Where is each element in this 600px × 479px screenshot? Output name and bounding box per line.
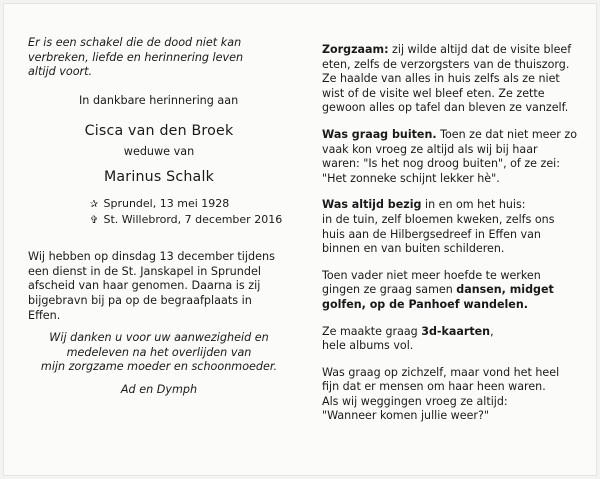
star-icon: ✰ — [89, 198, 99, 210]
memorial-card — [3, 3, 597, 476]
bold-dancing: dansen, midget — [456, 283, 554, 297]
thanks-line: medeleven na het overlijden van — [66, 345, 252, 359]
birth-text: Sprundel, 13 mei 1928 — [103, 196, 230, 210]
line — [322, 198, 526, 211]
line: waren: "Is het nog droog buiten", of ze zei: — [322, 157, 560, 171]
poem — [28, 36, 290, 80]
line — [322, 128, 577, 141]
funeral-line: afscheid van haar genomen. Daarna is zij — [28, 279, 261, 293]
line — [322, 283, 554, 296]
thanks-line: mijn zorgzame moeder en schoonmoeder. — [40, 360, 278, 374]
signature: Ad en Dymph — [120, 382, 198, 396]
heading-busy: Was altijd bezig — [322, 198, 422, 212]
line: eten, zelfs de verzorgsters van de thuiszorg. — [322, 57, 570, 71]
deceased-name: Cisca van den Broek — [84, 123, 234, 140]
bold-cards: 3d-kaarten — [421, 324, 491, 338]
line: wist of de visite wel bleef eten. Ze zette — [322, 86, 545, 100]
line: binnen en van buiten schilderen. — [322, 242, 505, 256]
birth-line — [88, 197, 290, 213]
line: hele albums vol. — [322, 339, 414, 353]
line: in de tuin, zelf bloemen kweken, zelfs ons — [322, 212, 555, 226]
bold-golf: golfen, op de Panhoef wandelen. — [322, 297, 528, 311]
paragraph-company — [322, 366, 598, 424]
text: , — [490, 324, 494, 338]
line: vaak kon vroeg ze altijd als wij bij haar — [322, 142, 538, 156]
line: Als wij weggingen vroeg ze altijd: — [322, 394, 508, 408]
line: "Wanneer komen jullie weer?" — [322, 409, 489, 423]
line: huis aan de Hilbergsedreef in Effen van — [322, 227, 541, 241]
text: Toen ze dat niet meer zo — [436, 127, 578, 141]
line — [322, 43, 571, 56]
death-text: St. Willebrord, 7 december 2016 — [103, 212, 283, 226]
funeral-line: bijgebravn bij pa op de begraafplaats in — [28, 293, 252, 307]
widow-of-label: weduwe van — [123, 145, 195, 159]
line: Toen vader niet meer hoefde te werken — [322, 268, 541, 282]
spouse-name: Marinus Schalk — [103, 168, 215, 185]
funeral-paragraph — [28, 250, 290, 323]
funeral-line: Effen. — [28, 308, 61, 322]
line — [322, 325, 494, 338]
paragraph-caring — [322, 43, 598, 116]
poem-line: Er is een schakel die de dood niet kan — [28, 36, 242, 49]
heading-outside: Was graag buiten. — [322, 127, 437, 141]
text: in en om het huis: — [421, 198, 526, 212]
death-line — [88, 213, 290, 229]
paragraph-outside — [322, 128, 598, 186]
dates — [28, 197, 290, 228]
line: gewoon alles op tafel dan bleven ze vanzelf. — [322, 101, 569, 115]
line: Ze haalde van alles in huis zelfs als ze niet — [322, 72, 560, 86]
text: gingen ze graag samen — [322, 283, 457, 297]
text: Ze maakte graag — [322, 324, 422, 338]
funeral-line: een dienst in de St. Janskapel in Sprundel — [28, 264, 261, 278]
text: zij wilde altijd dat de visite bleef — [388, 43, 572, 56]
poem-line: verbreken, liefde en herinnering leven — [28, 50, 244, 64]
cross-icon: ✞ — [89, 214, 99, 226]
paragraph-busy — [322, 198, 598, 256]
thanks-line: Wij danken u voor uw aanwezigheid en — [49, 331, 269, 345]
paragraph-dancing — [322, 269, 598, 313]
remembrance-line: In dankbare herinnering aan — [79, 93, 239, 107]
heading-caring: Zorgzaam: — [322, 43, 389, 56]
line: Was graag op zichzelf, maar vond het heel — [322, 365, 560, 379]
poem-line: altijd voort. — [28, 65, 93, 79]
funeral-line: Wij hebben op dinsdag 13 december tijdens — [28, 250, 275, 264]
line: "Het zonneke schijnt lekker hè". — [322, 171, 500, 185]
paragraph-cards — [322, 325, 598, 354]
line: fijn dat er mensen om haar heen waren. — [322, 380, 546, 394]
right-column — [322, 43, 598, 424]
left-column — [28, 36, 290, 398]
thanks-paragraph — [28, 331, 290, 375]
